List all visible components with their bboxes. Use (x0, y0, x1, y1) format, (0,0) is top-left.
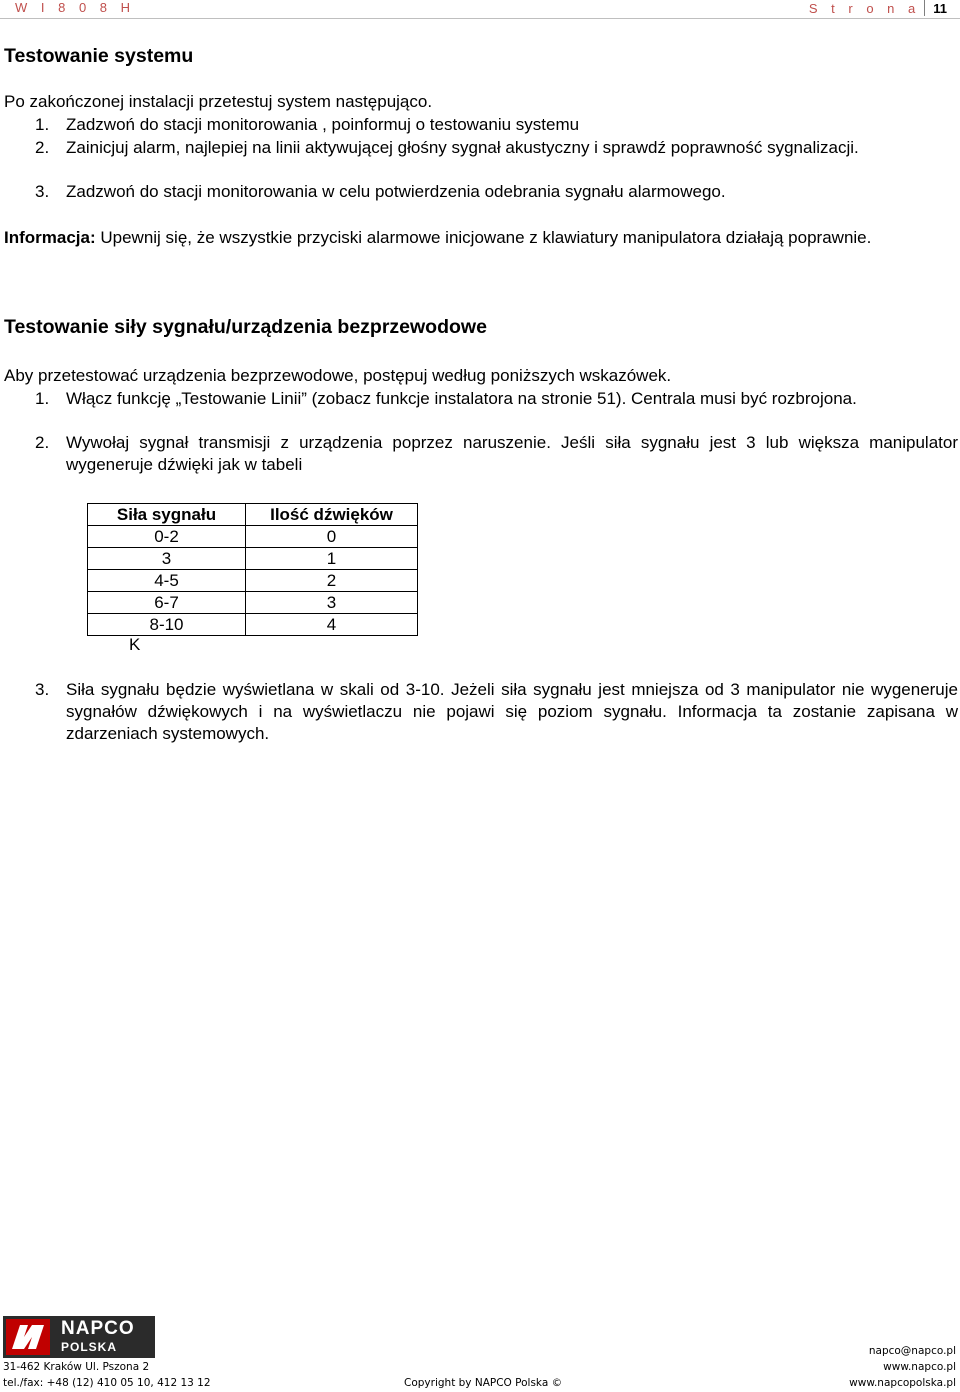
list-item-number: 3. (35, 680, 50, 699)
table-cell: 6-7 (88, 592, 246, 614)
signal-strength-table (87, 503, 418, 636)
table-cell: 4-5 (88, 570, 246, 592)
list-item-number: 1. (35, 115, 50, 134)
footer-address: 31-462 Kraków Ul. Pszona 2 (3, 1361, 150, 1373)
table-cell: 4 (246, 614, 418, 636)
table-cell: 3 (246, 592, 418, 614)
list-item-text: Włącz funkcję „Testowanie Linii” (zobacz funkcje instalatora na stronie 51). Centrala musi być rozbrojona. (66, 389, 857, 408)
list-item-text: Wywołaj sygnał transmisji z urządzenia poprzez naruszenie. Jeśli siła sygnału jest 3 lub większa manipulator wygeneruje dźwięki jak w tabeli (66, 433, 958, 474)
table-row (88, 614, 418, 636)
footer-website: www.napcopolska.pl (849, 1377, 956, 1389)
info-text: Upewnij się, że wszystkie przyciski alarmowe inicjowane z klawiatury manipulatora działają poprawnie. (95, 228, 872, 247)
list-item-number: 1. (35, 389, 50, 408)
section-title-system-test: Testowanie systemu (4, 45, 194, 67)
logo-text-napco: NAPCO (61, 1318, 135, 1339)
list-item-text: Zainicjuj alarm, najlepiej na linii aktywującej głośny sygnał akustyczny i sprawdź poprawność sygnalizacji. (66, 138, 859, 157)
list-item-number: 3. (35, 182, 50, 201)
table-row (88, 592, 418, 614)
page-indicator (809, 0, 947, 16)
list-item-number: 2. (35, 433, 50, 452)
column-header: Ilość dźwięków (246, 504, 418, 526)
list-item-text: Zadzwoń do stacji monitorowania , poinformuj o testowaniu systemu (66, 115, 580, 134)
table-row (88, 548, 418, 570)
footer-copyright: Copyright by NAPCO Polska © (404, 1377, 563, 1389)
table-cell: 2 (246, 570, 418, 592)
napco-logo (3, 1316, 155, 1358)
section-title-signal-test: Testowanie siły sygnału/urządzenia bezprzewodowe (4, 316, 487, 338)
table-cell: 1 (246, 548, 418, 570)
doc-code: W I 8 0 8 H (15, 0, 136, 15)
list-item-text: Zadzwoń do stacji monitorowania w celu potwierdzenia odebrania sygnału alarmowego. (66, 182, 726, 201)
table-header-row (88, 504, 418, 526)
table-row (88, 570, 418, 592)
footer-phone: tel./fax: +48 (12) 410 05 10, 412 13 12 (3, 1377, 211, 1389)
logo-mark (6, 1319, 50, 1355)
intro-paragraph: Po zakończonej instalacji przetestuj system następująco. (4, 92, 433, 111)
page-number: 11 (933, 0, 947, 16)
header-divider (924, 0, 925, 16)
info-label: Informacja: (4, 228, 96, 247)
intro-paragraph: Aby przetestować urządzenia bezprzewodowe, postępuj według poniższych wskazówek. (4, 366, 672, 385)
header-rule (0, 18, 960, 19)
table-cell: 3 (88, 548, 246, 570)
logo-n-icon (6, 1319, 50, 1355)
table-cell: 0 (246, 526, 418, 548)
list-item-number: 2. (35, 138, 50, 157)
footer-website: www.napco.pl (883, 1361, 956, 1373)
list-item-text: Siła sygnału będzie wyświetlana w skali od 3-10. Jeżeli siła sygnału jest mniejsza od 3 manipulator nie wygeneruje sygnałów dźwiękowych i na wyświetlaczu nie pojawi się poziom sygnału. Informacja ta zostanie zapisana w zdarzeniach systemowych. (66, 680, 958, 743)
table-row (88, 526, 418, 548)
logo-text-polska: POLSKA (61, 1340, 118, 1354)
column-header: Siła sygnału (88, 504, 246, 526)
info-note (4, 227, 958, 249)
table-cell: 8-10 (88, 614, 246, 636)
footer-email: napco@napco.pl (868, 1345, 956, 1357)
table-cell: 0-2 (88, 526, 246, 548)
page-label: S t r o n a (808, 0, 921, 16)
stray-mark: K (129, 635, 141, 654)
